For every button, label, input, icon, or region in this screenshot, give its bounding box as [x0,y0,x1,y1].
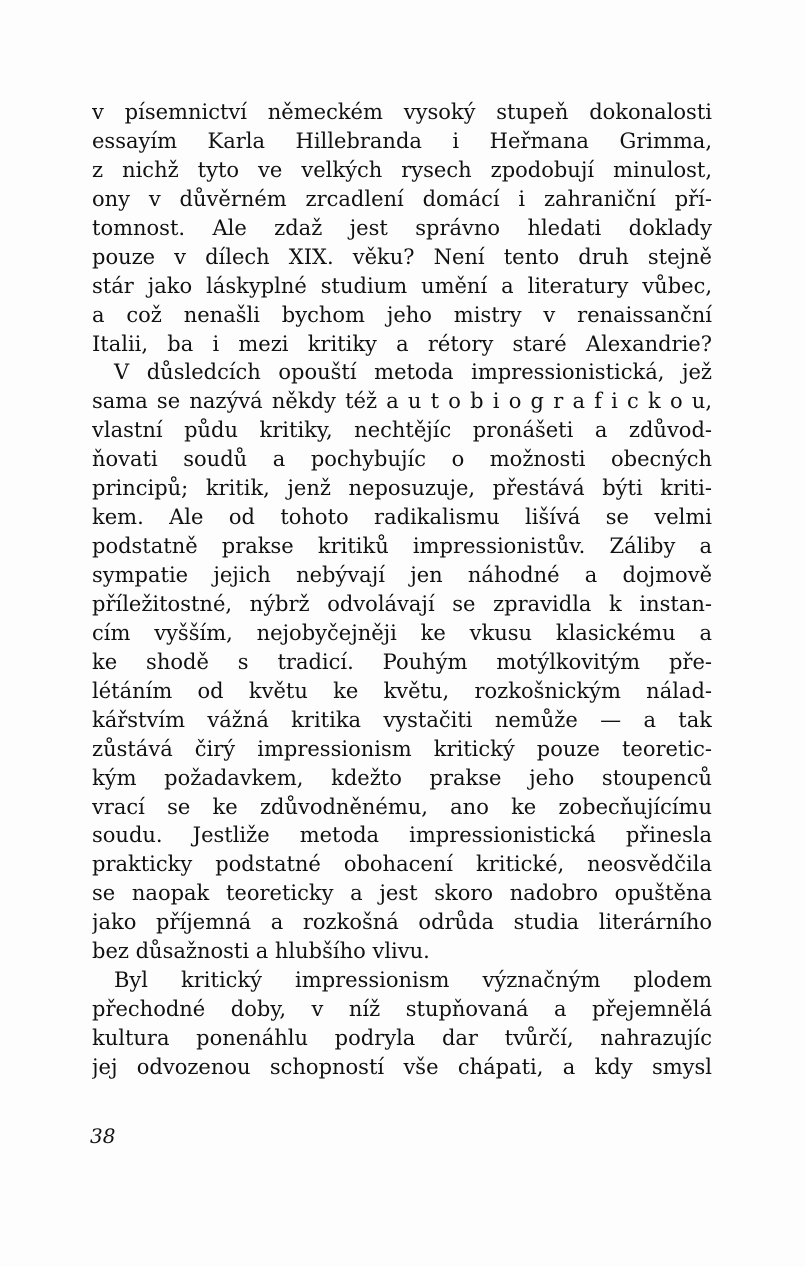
text-line-11: sama se nazývá někdy též a u t o b i o g r a f i c k o u, [92,389,712,414]
text-line-23: zůstává čirý impressionism kritický pouze teoretic- [92,736,712,761]
text-line-24: kým požadavkem, kdežto prakse jeho stoupenců [92,765,712,790]
text-line-1: v písemnictví německém vysoký stupeň dokonalosti [92,100,712,124]
text-line-3: z nichž tyto ve velkých rysech zpodobují minulost, [92,157,712,182]
text-line-28: se naopak teoreticky a jest skoro nadobro opuštěna [92,881,712,906]
text-line-32: přechodné doby, v níž stupňovaná a přejemnělá [92,997,712,1022]
text-line-15: kem. Ale od tohoto radikalismu lišívá se velmi [92,505,712,530]
text-line-10: V důsledcích opouští metoda impressionistická, jež [114,360,712,385]
text-line-9: Italii, ba i mezi kritiky a rétory staré Alexandrie? [92,331,712,356]
text-line-26: soudu. Jestliže metoda impressionistická přinesla [92,823,712,848]
text-line-2: essayím Karla Hillebranda i Heřmana Grimma, [92,128,712,153]
text-line-6: pouze v dílech XIX. věku? Není tento druh stejně [92,244,712,269]
text-line-20: ke shodě s tradicí. Pouhým motýlkovitým pře- [92,649,712,674]
text-line-12: vlastní půdu kritiky, nechtějíc pronášeti a zdůvod- [92,418,712,443]
text-line-25: vrací se ke zdůvodněnému, ano ke zobecňujícímu [92,794,712,819]
text-line-17: sympatie jejich nebývají jen náhodné a dojmově [92,563,712,587]
text-line-5: tomnost. Ale zdaž jest správno hledati doklady [92,215,712,240]
text-line-19: cím vyšším, nejobyčejněji ke vkusu klasickému a [92,620,712,645]
body-text [92,98,712,1082]
text-line-16: podstatně prakse kritiků impressionistův. Záliby a [92,534,712,559]
text-line-29: jako příjemná a rozkošná odrůda studia literárního [92,910,712,935]
text-line-22: kářstvím vážná kritika vystačiti nemůže — a tak [92,707,712,732]
text-line-4: ony v důvěrném zrcadlení domácí i zahraniční pří- [92,186,712,211]
text-line-14: principů; kritik, jenž neposuzuje, přestává býti kriti- [92,476,712,501]
text-line-27: prakticky podstatné obohacení kritické, neosvědčila [92,852,712,877]
text-line-13: ňovati soudů a pochybujíc o možnosti obecných [92,447,712,472]
text-line-34: jej odvozenou schopností vše chápati, a kdy smysl [92,1054,712,1079]
text-line-33: kultura ponenáhlu podryla dar tvůrčí, nahrazujíc [92,1026,712,1050]
page-number: 38 [90,1124,116,1148]
text-line-31: Byl kritický impressionism význačným plodem [114,968,712,993]
text-line-18: příležitostné, nýbrž odvolávají se zpravidla k instan- [92,591,712,616]
text-line-8: a což nenašli bychom jeho mistry v renaissanční [92,302,712,327]
text-line-30: bez důsažnosti a hlubšího vlivu. [92,939,430,964]
text-line-21: létáním od květu ke květu, rozkošnickým nálad- [92,678,712,703]
text-line-7: stár jako láskyplné studium umění a literatury vůbec, [92,273,712,298]
